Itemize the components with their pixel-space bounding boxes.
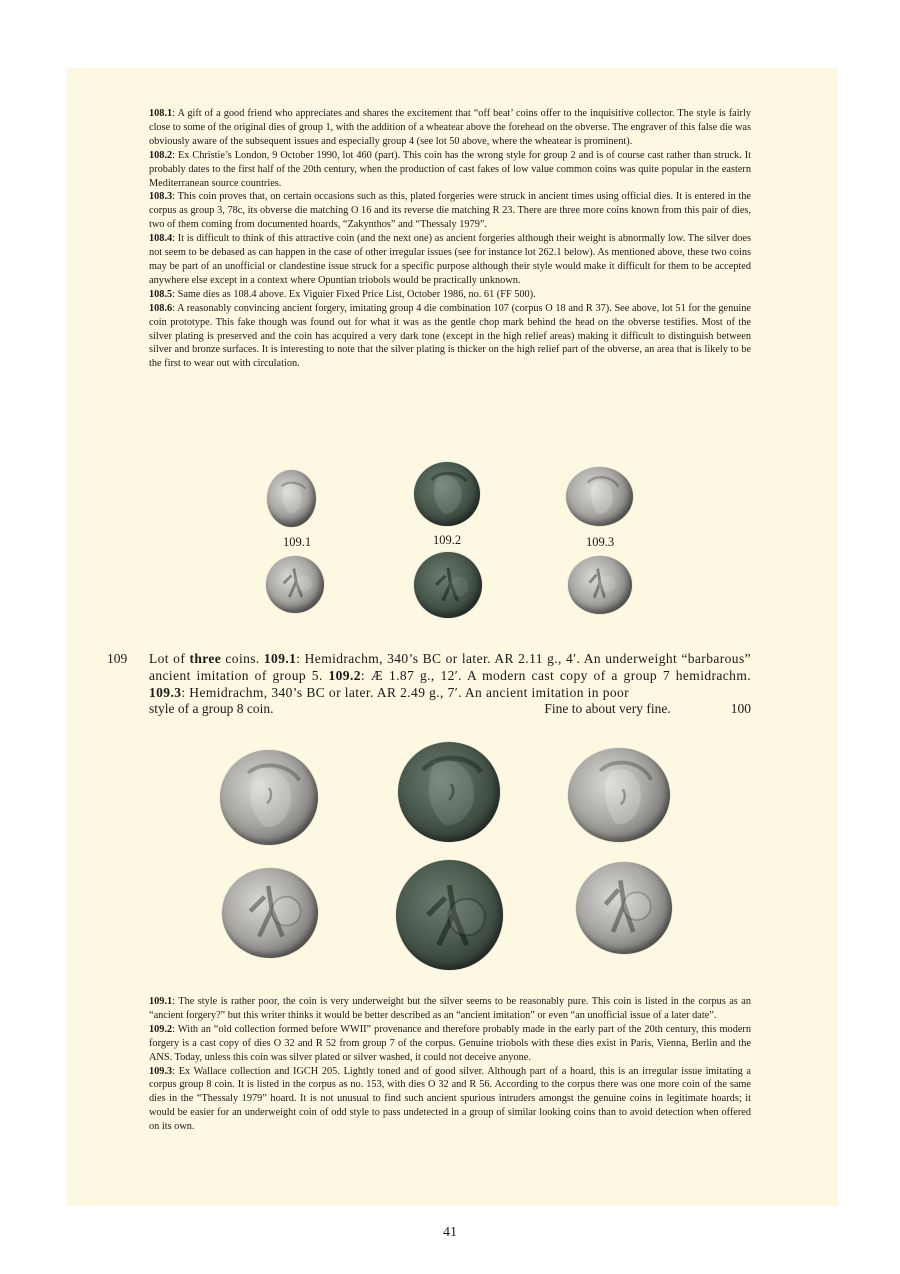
coin-109-3-obverse-large xyxy=(568,748,670,842)
coin-109-2-obverse-small xyxy=(414,462,480,526)
coin-109-2-reverse-large xyxy=(396,860,503,970)
notes-108 xyxy=(149,107,751,371)
coin-label-109-1: 109.1 xyxy=(282,535,312,549)
note-108-5: 108.5: Same dies as 108.4 above. Ex Viguier Fixed Price List, October 1986, no. 61 (FF 500). xyxy=(149,288,536,300)
coin-109-2-obverse-large xyxy=(398,742,500,842)
lot-last-line: style of a group 8 coin. xyxy=(149,701,274,717)
coin-109-2-reverse-small xyxy=(414,552,482,618)
coin-109-1-obverse-small xyxy=(267,470,316,527)
note-109-1: 109.1: The style is rather poor, the coin is very underweight but the silver seems to be reasonably pure. This coin is listed in the corpus as an “ancient forgery?” but this writer thinks it would be better described as an “ancient imitation” or even “an unofficial issue of a later date”. xyxy=(149,996,751,1021)
note-108-4: 108.4: It is difficult to think of this attractive coin (and the next one) as ancient forgeries although their weight is abnormally low. The silver does not seem to be debased as can happen in the case of other irregular issues (see for instance lot 262.1 below). As mentioned above, these two coins may be part of an unofficial or clandestine issue struck for a specific purpose although their style would make it difficult for them to be accepted anywhere else except in a context where Opuntian triobols would be practically unknown. xyxy=(149,233,751,286)
coin-109-3-obverse-small xyxy=(566,467,633,526)
lot-number: 109 xyxy=(107,651,128,666)
lot-description: Lot of three coins. 109.1: Hemidrachm, 340’s BC or later. AR 2.11 g., 4′. An underweight “barbarous” ancient imitation of group 5. 109.2: Æ 1.87 g., 12′. A modern cast copy of a group 7 hemidrachm. 109.3: Hemidrachm, 340’s BC or later. AR 2.49 g., 7′. An ancient imitation in poor style of a group 8 coin. Fine to about very fine. 100 xyxy=(149,651,751,717)
coin-109-1-obverse-large xyxy=(220,750,318,845)
page-number: 41 xyxy=(443,1225,457,1240)
notes-109 xyxy=(149,995,751,1134)
coin-109-1-reverse-large xyxy=(222,868,318,958)
coin-109-3-reverse-small xyxy=(568,556,632,614)
note-108-3: 108.3: This coin proves that, on certain occasions such as this, plated forgeries were struck in ancient times using official dies. It is entered in the corpus as group 3, 78c, its obverse die matching O 16 and its reverse die matching R 23. There are three more coins known from this pair of dies, two of them coming from documented hoards, “Zakynthos” and “Thessaly 1979”. xyxy=(149,191,751,231)
coin-label-109-2: 109.2 xyxy=(432,533,462,547)
coin-109-3-reverse-large xyxy=(576,862,672,954)
note-108-2: 108.2: Ex Christie’s London, 9 October 1990, lot 460 (part). This coin has the wrong style for group 2 and is of course cast rather than struck. It probably dates to the first half of the 20th century, when the production of cast fakes of low value common coins was quite popular in the eastern Mediterranean source countries. xyxy=(149,149,751,189)
coin-109-1-reverse-small xyxy=(266,556,324,613)
coin-label-109-3: 109.3 xyxy=(585,535,615,549)
note-108-6: 108.6: A reasonably convincing ancient forgery, imitating group 4 die combination 107 (corpus O 18 and R 37). See above, lot 51 for the genuine coin prototype. This fake though was found out for what it was as the gentle chop mark behind the head on the obverse testifies. Most of the silver plating is preserved and the coin has acquired a very dark tone (except in the high relief areas) making it difficult to distinguish between silver and bronze surfaces. It is interesting to note that the silver plating is thicker on the high relief part of the obverse, an area that is likely to be the first to wear out with circulation. xyxy=(149,302,751,370)
lot-price: 100 xyxy=(730,701,751,717)
note-109-3: 109.3: Ex Wallace collection and IGCH 205. Lightly toned and of good silver. Although part of a hoard, this is an irregular issue imitating a corpus group 8 coin. It is listed in the corpus as no. 153, with dies O 32 and R 56. According to the corpus there was one more coin of the same dies in the “Thessaly 1979” hoard. It is not unusual to find such ancient spurious intruders amongst the genuine coins in legitimate hoards; it would be easier for an underweight coin of odd style to pass undetected in a group of similar looking coins than to avoid detection when offered on its own. xyxy=(149,1065,751,1133)
note-108-1: 108.1: A gift of a good friend who appreciates and shares the excitement that “off beat’ coins offer to the inquisitive collector. The style is fairly close to some of the original dies of group 1, with the addition of a wheatear above the forehead on the obverse. The engraver of this false die was obviously aware of the subsequent issues and especially group 4 (see lot 50 above, where the wheatear is prominent). xyxy=(149,108,751,147)
lot-grade: Fine to about very fine. xyxy=(544,701,671,717)
note-109-2: 109.2: With an “old collection formed before WWII” provenance and therefore probably made in the early part of the 20th century, this modern forgery is a cast copy of dies O 32 and R 52 from group 7 of the corpus. Genuine triobols with these dies exist in Paris, Vienna, Berlin and the ANS. Today, unless this coin was silver plated or silver washed, it could not deceive anyone. xyxy=(149,1023,751,1063)
